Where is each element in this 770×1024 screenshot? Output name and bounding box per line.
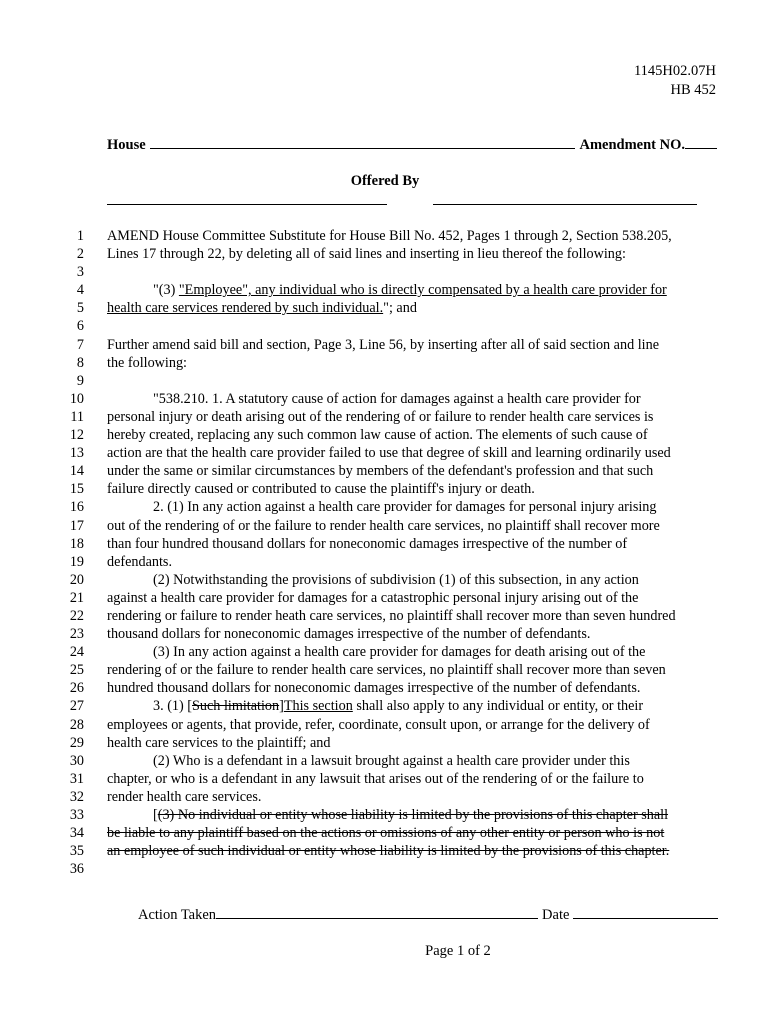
bill-number: HB 452: [670, 82, 716, 98]
line: [0, 643, 770, 661]
action-taken-label: Action Taken: [138, 907, 217, 923]
line-text: than four hundred thousand dollars for noneconomic damages irrespective of the number of: [107, 535, 628, 552]
line-number: 31: [69, 770, 84, 787]
document-code: 1145H02.07H: [633, 63, 716, 79]
line: [0, 245, 770, 263]
line: [0, 625, 770, 643]
text-segment: "; and: [383, 300, 417, 317]
text-segment: employees or agents: [107, 716, 223, 733]
house-label: House: [107, 137, 146, 153]
line: [0, 842, 770, 860]
line: [0, 354, 770, 372]
line-number: 6: [76, 318, 84, 335]
line: [0, 480, 770, 498]
line-text: [107, 281, 763, 299]
line: [0, 426, 770, 444]
line-number: 30: [69, 752, 84, 769]
line-number: 16: [69, 499, 84, 516]
line-number: 19: [69, 553, 84, 570]
line-text: thousand dollars for noneconomic damages irrespective of the number of defendants.: [107, 626, 591, 643]
line-text: chapter, or who is a defendant in any lawsuit that arises out of the rendering of or the failure to: [107, 770, 644, 787]
line: [0, 498, 770, 516]
text-segment: shall also apply to any individual or entity, or their: [352, 698, 644, 715]
line-number: 26: [69, 680, 84, 697]
line-number: 13: [69, 445, 84, 462]
line-text: rendering of or the failure to render health care services, no plaintiff shall recover more than seven: [107, 662, 666, 679]
line: [0, 661, 770, 679]
line: [0, 553, 770, 571]
line-text: out of the rendering of or the failure to render health care services, no plaintiff shall recover more: [107, 517, 660, 534]
line-number: 8: [76, 354, 84, 371]
line-number: 35: [69, 843, 84, 860]
line: [0, 806, 770, 824]
house-blank-line: [150, 136, 576, 149]
line-number: 32: [69, 788, 84, 805]
line-number: 15: [69, 481, 84, 498]
line-text: hereby created, replacing any such common law cause of action. The elements of such cause of: [107, 427, 648, 444]
line-number: 10: [69, 390, 84, 407]
footer: [138, 906, 718, 924]
line: [0, 408, 770, 426]
offered-by-label: Offered By: [350, 173, 420, 189]
line-text: rendering or failure to render heath care services, no plaintiff shall recover more than seven hundred: [107, 607, 676, 624]
line-number: 27: [69, 698, 84, 715]
line: [0, 390, 770, 408]
date-line: [573, 906, 718, 919]
line-text: (2) Notwithstanding the provisions of subdivision (1) of this subsection, in any action: [153, 571, 639, 588]
line-number: 17: [69, 517, 84, 534]
line-text: the following:: [107, 354, 187, 371]
text-segment: "(3): [153, 282, 179, 299]
line: [0, 317, 770, 335]
line: [0, 860, 770, 878]
line: [0, 462, 770, 480]
line-number: 23: [69, 626, 84, 643]
line-text: [107, 806, 763, 824]
line-number: 29: [69, 734, 84, 751]
line-text: failure directly caused or contributed to cause the plaintiff's injury or death.: [107, 481, 535, 498]
line-number: 9: [76, 372, 84, 389]
line-number: 18: [69, 535, 84, 552]
line-text: "538.210. 1. A statutory cause of action for damages against a health care provider for: [153, 390, 641, 407]
line: [0, 263, 770, 281]
line-number: 21: [69, 589, 84, 606]
action-taken-line: [216, 906, 538, 919]
amendment-header: [107, 136, 717, 154]
line: [0, 607, 770, 625]
line-text: [107, 299, 717, 317]
date-label: Date: [542, 907, 570, 923]
line: [0, 734, 770, 752]
line: [0, 679, 770, 697]
line-number: 24: [69, 644, 84, 661]
line-number: 25: [69, 662, 84, 679]
line-number: 1: [76, 228, 84, 244]
text-segment: 3. (1) [: [153, 698, 193, 715]
line: [0, 697, 770, 715]
inserted-text: This section: [283, 698, 353, 715]
text-segment: ]: [279, 698, 284, 715]
offered-by-line-1: [107, 192, 387, 205]
line-text: against a health care provider for damages for a catastrophic personal injury arising out of the: [107, 589, 639, 606]
line: [0, 535, 770, 553]
line-number: 2: [76, 246, 84, 263]
line-text: (2) Who is a defendant in a lawsuit brought against a health care provider under this: [153, 752, 630, 769]
line-text: [107, 697, 763, 715]
line-number: 12: [69, 427, 84, 444]
line-text: hundred thousand dollars for noneconomic damages irrespective of the number of defendants.: [107, 680, 641, 697]
line: [0, 336, 770, 354]
line-number: 14: [69, 463, 84, 480]
line-number: 5: [76, 300, 84, 317]
document-id: [634, 62, 716, 100]
offered-by-lines: [107, 192, 717, 206]
inserted-text: health care services rendered by such individual.: [107, 300, 384, 317]
text-segment: [: [153, 807, 158, 823]
amendment-body: [0, 227, 770, 878]
line-text: defendants.: [107, 553, 173, 570]
line: [0, 752, 770, 770]
line-number: 4: [76, 282, 84, 299]
offered-by-line-2: [433, 192, 697, 205]
line-text: [107, 716, 717, 734]
line: [0, 281, 770, 299]
line-number: 7: [76, 336, 84, 353]
line-text: (3) In any action against a health care provider for damages for death arising out of the: [153, 644, 646, 661]
text-segment: that provide, refer, coordinate, consult upon, or arrange for the delivery of: [226, 716, 650, 733]
deleted-line-text: an employee of such individual or entity whose liability is limited by the provisions of this chapter.: [107, 843, 670, 860]
line-number: 28: [69, 716, 84, 733]
inserted-text: "Employee", any individual who is directly compensated by a health care provider for: [178, 282, 667, 299]
deleted-text: (3) No individual or entity whose liability is limited by the provisions of this chapter shall: [157, 807, 669, 823]
line: [0, 788, 770, 806]
line-text: 2. (1) In any action against a health care provider for damages for personal injury arising: [153, 499, 657, 516]
line: [0, 299, 770, 317]
line: [0, 571, 770, 589]
line-text: health care services to the plaintiff; and: [107, 734, 331, 751]
line-number: 36: [69, 861, 84, 878]
line: [0, 227, 770, 245]
page-number: Page 1 of 2: [425, 943, 491, 959]
line-number: 11: [70, 408, 84, 425]
line: [0, 716, 770, 734]
line: [0, 517, 770, 535]
line: [0, 824, 770, 842]
deleted-text: Such limitation: [192, 698, 280, 715]
line: [0, 444, 770, 462]
line-text: action are that the health care provider failed to use that degree of skill and learning ordinarily used: [107, 445, 671, 462]
line-number: 3: [76, 264, 84, 281]
line-text: AMEND House Committee Substitute for House Bill No. 452, Pages 1 through 2, Section 538.205,: [107, 228, 672, 244]
line-number: 22: [69, 607, 84, 624]
line-text: under the same or similar circumstances by members of the defendant's profession and that such: [107, 463, 654, 480]
line: [0, 770, 770, 788]
line-text: render health care services.: [107, 788, 262, 805]
deleted-line-text: be liable to any plaintiff based on the actions or omissions of any other entity or person who is not: [107, 825, 665, 842]
amendment-number-blank: [685, 136, 717, 149]
line-number: 20: [69, 571, 84, 588]
line-text: Lines 17 through 22, by deleting all of said lines and inserting in lieu thereof the following:: [107, 246, 626, 263]
line: [0, 589, 770, 607]
inserted-text: ,: [222, 716, 227, 733]
line-text: personal injury or death arising out of the rendering of or failure to render health care services is: [107, 408, 654, 425]
line: [0, 372, 770, 390]
line-text: Further amend said bill and section, Page 3, Line 56, by inserting after all of said section and line: [107, 336, 659, 353]
line-number: 33: [69, 807, 84, 823]
amendment-label: Amendment NO.: [579, 137, 685, 153]
line-number: 34: [69, 825, 84, 842]
